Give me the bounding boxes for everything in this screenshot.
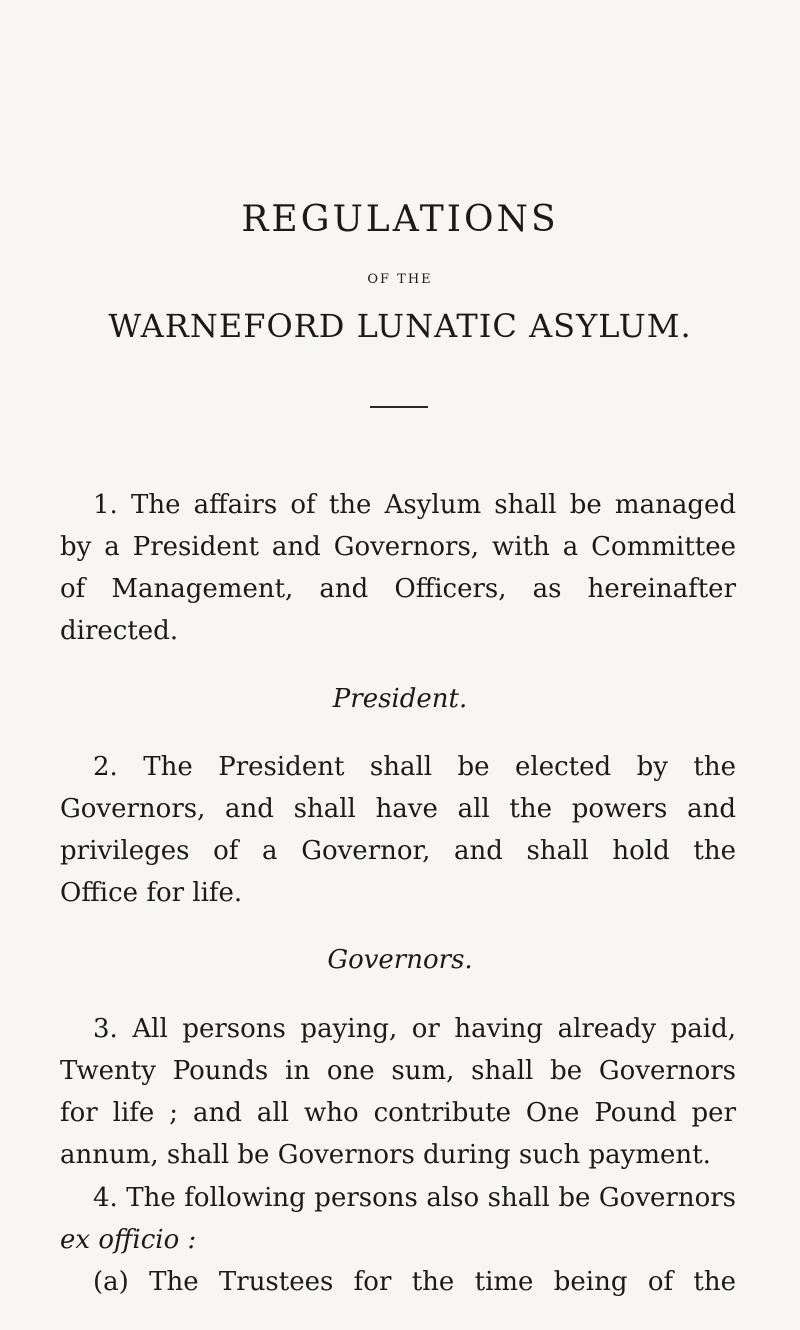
section-divider [370,406,428,408]
paragraph-4-line-1: 4. The following persons also shall be Governors [93,1183,736,1213]
paragraph-2-line-4: Office for life. [60,878,243,908]
title-connector: OF THE [367,272,433,287]
paragraph-3-line-2: Twenty Pounds in one sum, shall be Governors [60,1056,736,1086]
paragraph-1-line-1: 1. The affairs of the Asylum shall be managed [93,490,736,520]
paragraph-2-line-1: 2. The President shall be elected by the [93,752,736,782]
paragraph-1-line-4: directed. [60,616,179,646]
paragraph-2-line-3: privileges of a Governor, and shall hold the [60,836,736,866]
paragraph-4-line-2: ex officio : [60,1225,197,1255]
paragraph-2-line-2: Governors, and shall have all the powers and [60,794,736,824]
page-subtitle: WARNEFORD LUNATIC ASYLUM. [108,307,692,345]
page-title: REGULATIONS [241,199,559,240]
paragraph-4a-line-1: (a) The Trustees for the time being of the [93,1267,736,1297]
paragraph-1-line-3: of Management, and Officers, as hereinafter [60,574,736,604]
paragraph-3-line-4: annum, shall be Governors during such payment. [60,1140,711,1170]
paragraph-3-line-3: for life ; and all who contribute One Pound per [60,1098,736,1128]
paragraph-3-line-1: 3. All persons paying, or having already paid, [93,1014,736,1044]
section-heading-governors: Governors. [327,945,473,975]
section-heading-president: President. [332,684,468,714]
paragraph-1-line-2: by a President and Governors, with a Committee [60,532,736,562]
